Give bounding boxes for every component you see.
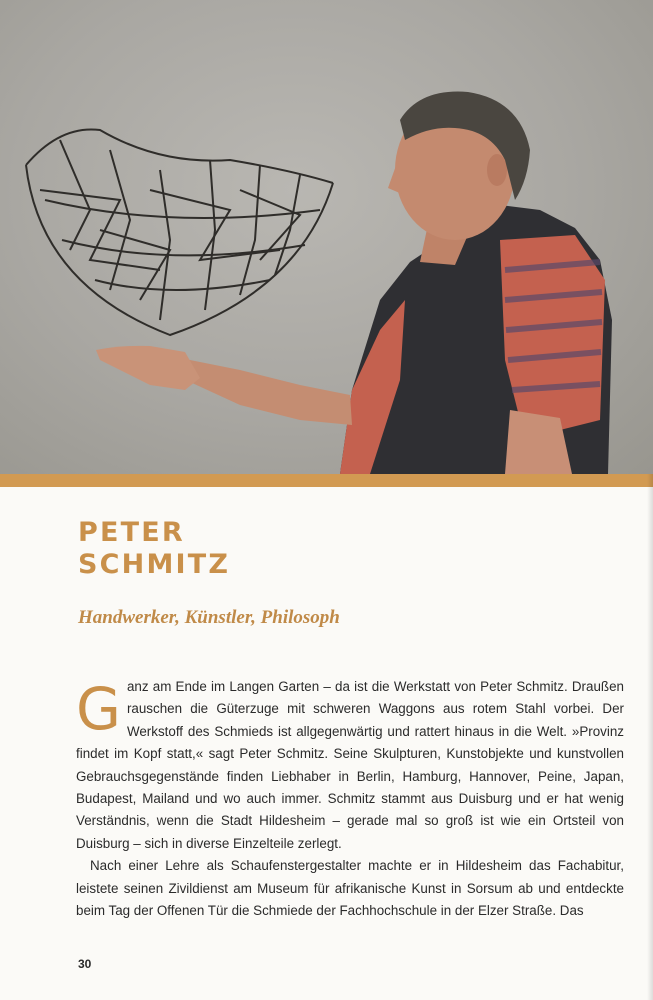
- article-body: [76, 676, 624, 922]
- article-subtitle: Handwerker, Künstler, Philosoph: [78, 607, 340, 628]
- paragraph-1: [76, 676, 624, 855]
- header-photo: [0, 0, 653, 474]
- accent-band: [0, 474, 653, 487]
- drop-cap: G: [76, 675, 121, 743]
- page-number: 30: [78, 957, 92, 971]
- page-edge-shadow: [647, 474, 653, 1000]
- title-line-2: SCHMITZ: [78, 549, 231, 580]
- photo-illustration: [0, 0, 653, 474]
- paragraph-2: Nach einer Lehre als Schaufenstergestalter machte er in Hildesheim das Fachabitur, leistete seinen Zivildienst am Museum für afrikanische Kunst in Sorsum ab und entdeckte beim Tag der Offenen Tür die Schmiede der Fachhochschule in der Elzer Straße. Das: [76, 858, 624, 919]
- title-line-1: PETER: [78, 517, 185, 548]
- article-title: [78, 517, 230, 581]
- paragraph-1-text: anz am Ende im Langen Garten – da ist die Werkstatt von Peter Schmitz. Draußen rauschen die Güterzuge mit schweren Waggons aus rotem Stahl vorbei. Der Werkstoff des Schmieds ist allgegenwärtig und rattert hinaus in die Welt. »Provinz findet im Kopf statt,« sagt Peter Schmitz. Seine Skulpturen, Kunstobjekte und kunstvollen Gebrauchsgegenstände finden Liebhaber in Berlin, Hamburg, Hannover, Peine, Japan, Budapest, Mailand und wo auch immer. Schmitz stammt aus Duisburg und er hat wenig Verständnis, wenn die Stadt Hildesheim – gerade mal so groß ist wie ein Ortsteil von Duisburg – sich in diverse Einzelteile zerlegt.: [76, 679, 624, 851]
